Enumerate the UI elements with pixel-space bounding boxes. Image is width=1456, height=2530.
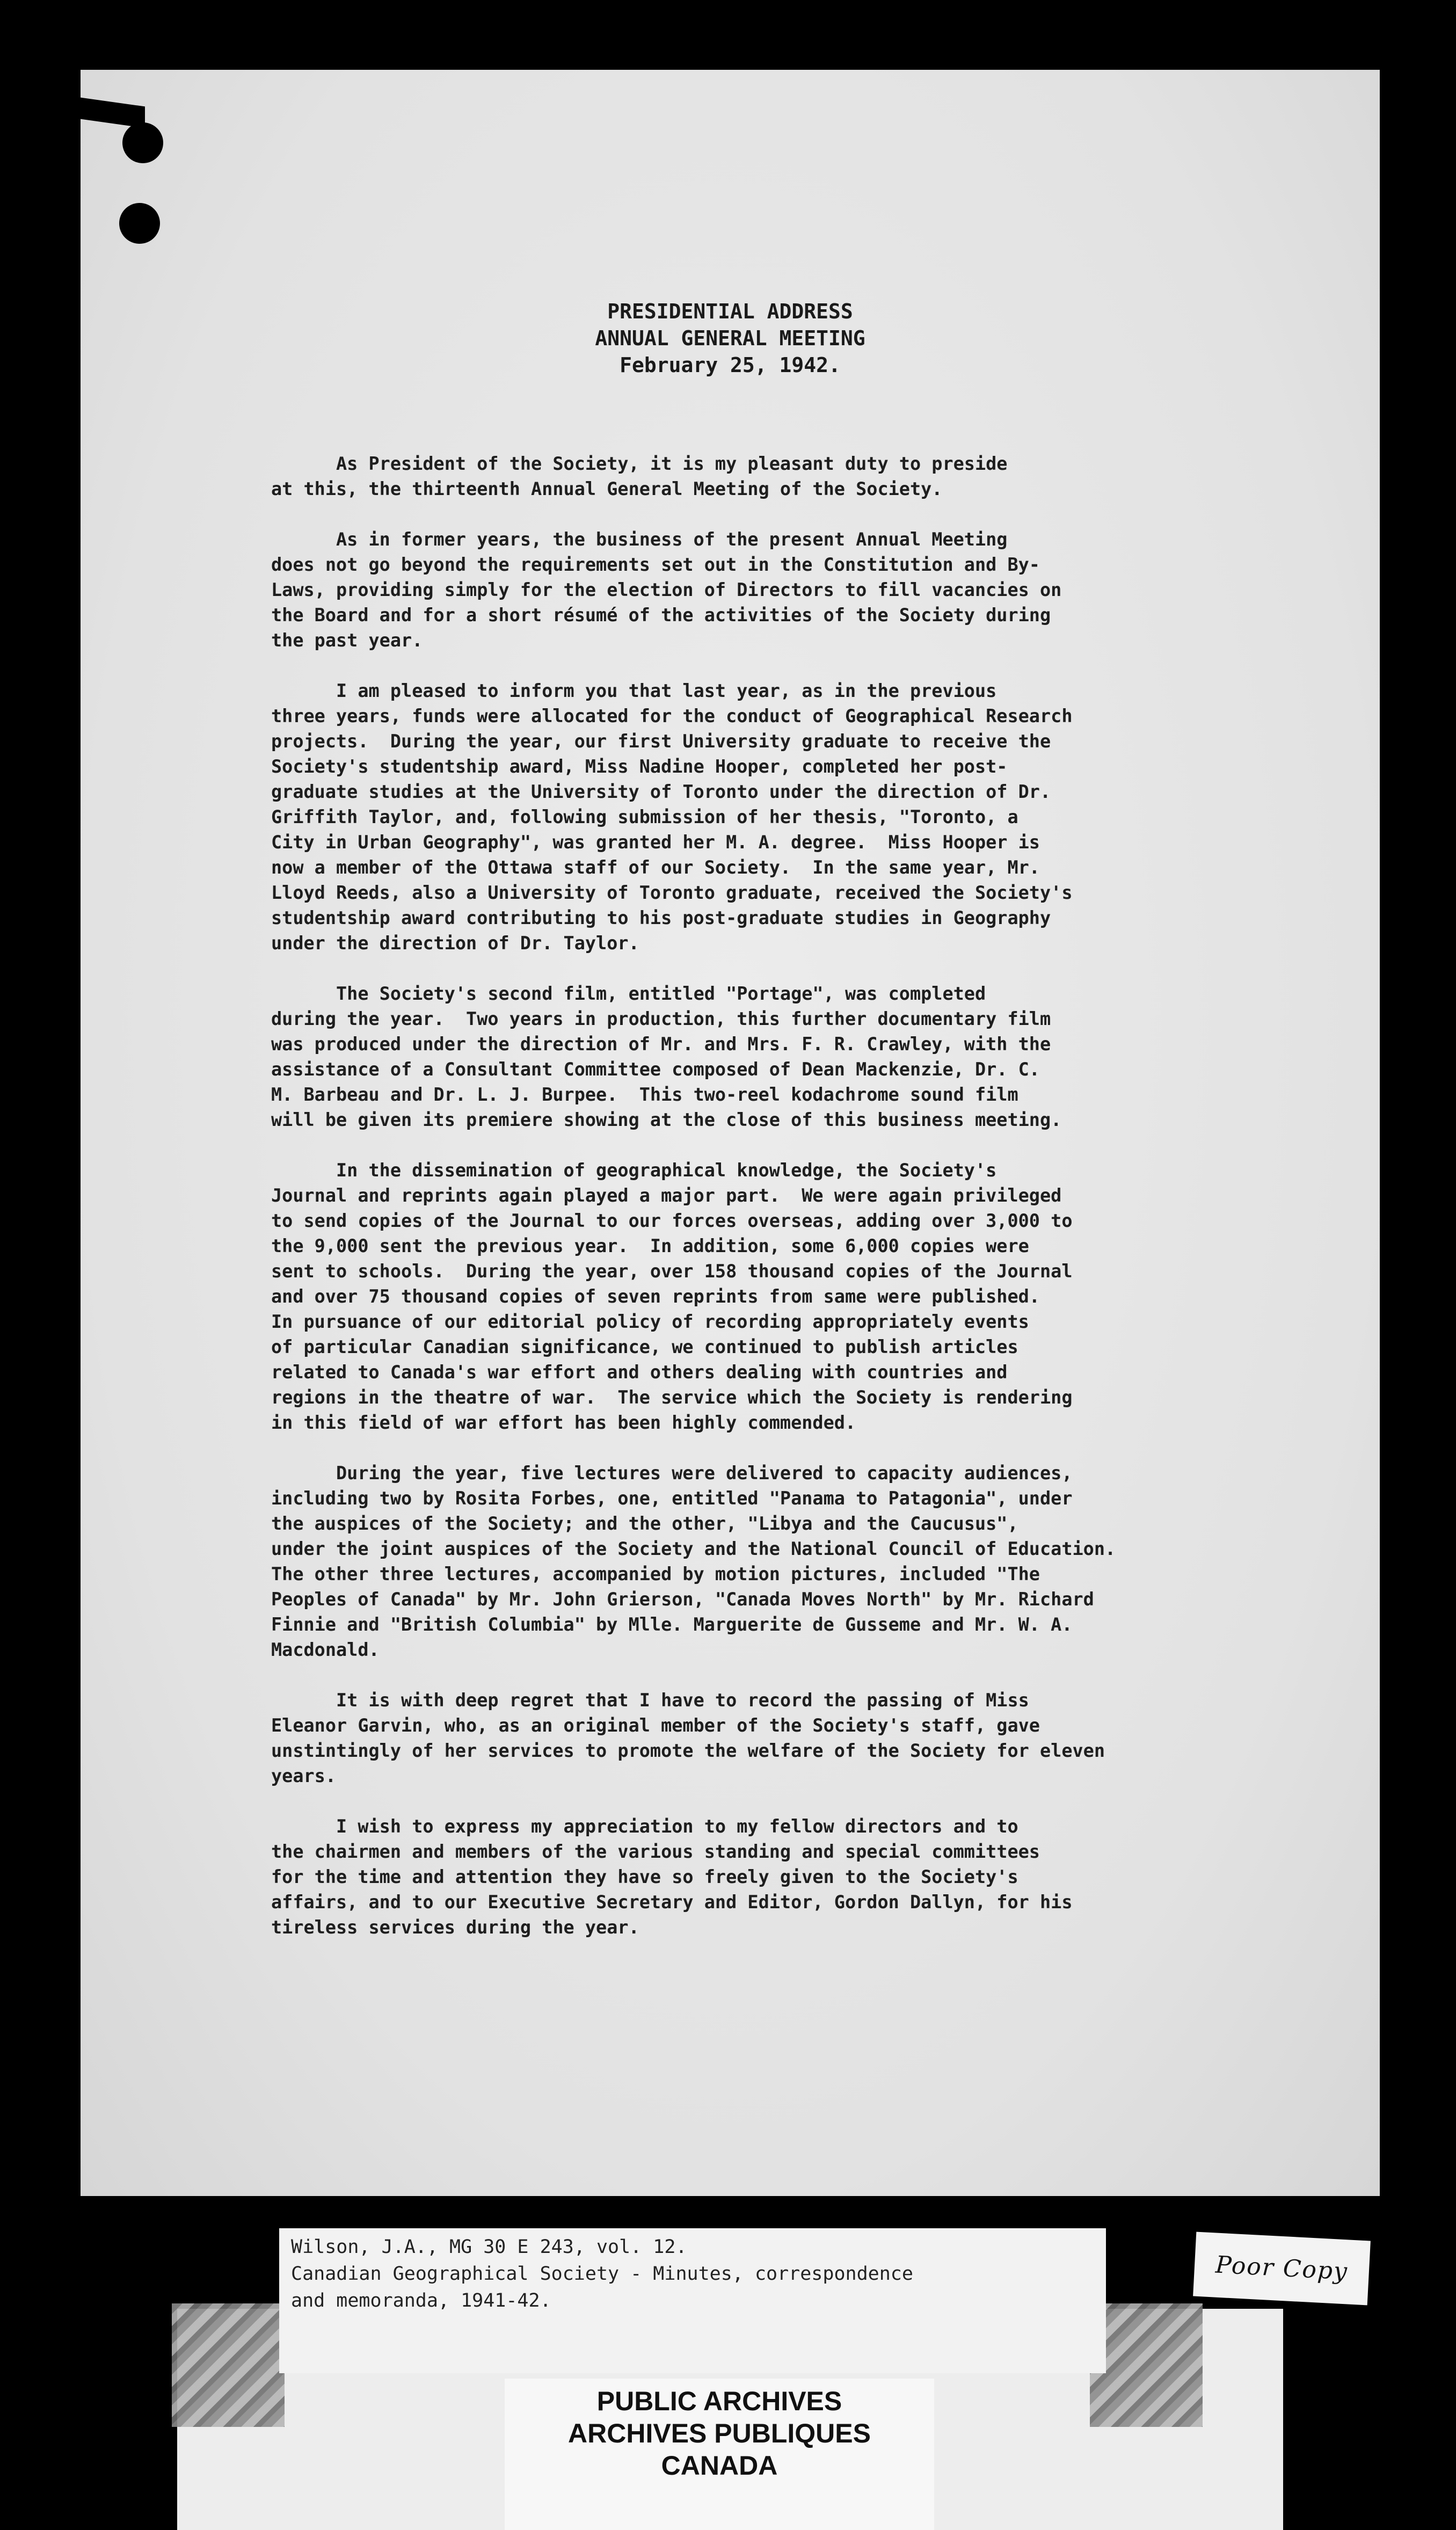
text-line: studentship award contributing to his post-graduate studies in Geography — [271, 907, 1051, 928]
text-line: does not go beyond the requirements set out in the Constitution and By- — [271, 554, 1040, 575]
punch-hole-bottom — [119, 203, 160, 244]
text-line: now a member of the Ottawa staff of our Society. In the same year, Mr. — [271, 857, 1040, 878]
text-line: regions in the theatre of war. The service which the Society is rendering — [271, 1387, 1073, 1408]
text-line: During the year, five lectures were delivered to capacity audiences, — [271, 1463, 1073, 1484]
text-line: to send copies of the Journal to our forces overseas, adding over 3,000 to — [271, 1210, 1073, 1231]
text-line: graduate studies at the University of Toronto under the direction of Dr. — [271, 781, 1051, 802]
text-line: related to Canada's war effort and others dealing with countries and — [271, 1362, 1008, 1383]
text-line: The other three lectures, accompanied by motion pictures, included "The — [271, 1564, 1040, 1584]
paragraph-1 — [271, 451, 1280, 501]
text-line: The Society's second film, entitled "Portage", was completed — [271, 983, 986, 1004]
text-line: sent to schools. During the year, over 158 thousand copies of the Journal — [271, 1261, 1073, 1282]
text-line: I am pleased to inform you that last year, as in the previous — [271, 680, 997, 701]
text-line: including two by Rosita Forbes, one, entitled "Panama to Patagonia", under — [271, 1488, 1073, 1509]
text-line: the past year. — [271, 630, 423, 651]
text-line: the chairmen and members of the various standing and special committees — [271, 1841, 1040, 1862]
text-line: Laws, providing simply for the election of Directors to fill vacancies on — [271, 579, 1062, 600]
text-line: at this, the thirteenth Annual General Meeting of the Society. — [271, 478, 943, 499]
text-line: tireless services during the year. — [271, 1917, 639, 1938]
paragraph-6 — [271, 1460, 1280, 1662]
text-line: It is with deep regret that I have to record the passing of Miss — [271, 1690, 1029, 1711]
text-line: affairs, and to our Executive Secretary and Editor, Gordon Dallyn, for his — [271, 1892, 1073, 1913]
heading-date: February 25, 1942. — [620, 353, 841, 377]
address-body — [271, 451, 1280, 1965]
text-line: As President of the Society, it is my pleasant duty to preside — [271, 453, 1008, 474]
text-line: was produced under the direction of Mr. and Mrs. F. R. Crawley, with the — [271, 1034, 1051, 1055]
paragraph-7 — [271, 1688, 1280, 1789]
document-heading — [81, 298, 1380, 379]
text-line: the 9,000 sent the previous year. In addition, some 6,000 copies were — [271, 1235, 1029, 1256]
text-line: unstintingly of her services to promote the welfare of the Society for eleven — [271, 1740, 1105, 1761]
text-line: will be given its premiere showing at the close of this business meeting. — [271, 1109, 1062, 1130]
stamp-line-french: ARCHIVES PUBLIQUES — [568, 2418, 871, 2448]
text-line: M. Barbeau and Dr. L. J. Burpee. This two-reel kodachrome sound film — [271, 1084, 1018, 1105]
paragraph-8 — [271, 1814, 1280, 1940]
text-line: I wish to express my appreciation to my fellow directors and to — [271, 1816, 1018, 1837]
poor-copy-note: Poor Copy — [1193, 2232, 1371, 2306]
text-line: Lloyd Reeds, also a University of Toronto graduate, received the Society's — [271, 882, 1073, 903]
tape-left — [172, 2303, 285, 2427]
text-line: Eleanor Garvin, who, as an original member of the Society's staff, gave — [271, 1715, 1040, 1736]
text-line: Griffith Taylor, and, following submission of her thesis, "Toronto, a — [271, 806, 1018, 827]
text-line: under the joint auspices of the Society and the National Council of Education. — [271, 1538, 1116, 1559]
text-line: in this field of war effort has been highly commended. — [271, 1412, 856, 1433]
heading-title: PRESIDENTIAL ADDRESS — [607, 300, 853, 323]
text-line: during the year. Two years in production, this further documentary film — [271, 1008, 1051, 1029]
text-line: Journal and reprints again played a major part. We were again privileged — [271, 1185, 1062, 1206]
paragraph-2 — [271, 527, 1280, 653]
text-line: three years, funds were allocated for the conduct of Geographical Research — [271, 706, 1073, 726]
text-line: As in former years, the business of the present Annual Meeting — [271, 529, 1008, 550]
text-line: projects. During the year, our first University graduate to receive the — [271, 731, 1051, 752]
text-line: In the dissemination of geographical knowledge, the Society's — [271, 1160, 997, 1181]
stamp-line-country: CANADA — [661, 2451, 778, 2481]
archive-stamp — [505, 2379, 934, 2530]
paragraph-4 — [271, 981, 1280, 1132]
text-line: under the direction of Dr. Taylor. — [271, 933, 639, 954]
text-line: for the time and attention they have so freely given to the Society's — [271, 1866, 1018, 1887]
paragraph-3 — [271, 678, 1280, 956]
text-line: Finnie and "British Columbia" by Mlle. Marguerite de Gusseme and Mr. W. A. — [271, 1614, 1073, 1635]
tape-right — [1090, 2303, 1203, 2427]
catalog-description: Canadian Geographical Society - Minutes, correspondence — [291, 2263, 913, 2285]
text-line: and over 75 thousand copies of seven reprints from same were published. — [271, 1286, 1040, 1307]
text-line: of particular Canadian significance, we continued to publish articles — [271, 1336, 1018, 1357]
text-line: the Board and for a short résumé of the activities of the Society during — [271, 605, 1051, 626]
punch-hole-top — [122, 122, 163, 163]
catalog-reference: Wilson, J.A., MG 30 E 243, vol. 12. — [291, 2236, 687, 2258]
text-line: Society's studentship award, Miss Nadine Hooper, completed her post- — [271, 756, 1008, 777]
heading-meeting: ANNUAL GENERAL MEETING — [595, 326, 865, 350]
catalog-label — [279, 2228, 1106, 2373]
text-line: City in Urban Geography", was granted her M. A. degree. Miss Hooper is — [271, 832, 1040, 853]
text-line: Macdonald. — [271, 1639, 380, 1660]
paragraph-5 — [271, 1158, 1280, 1435]
stamp-line-english: PUBLIC ARCHIVES — [596, 2386, 842, 2416]
text-line: the auspices of the Society; and the other, "Libya and the Caucusus", — [271, 1513, 1018, 1534]
text-line: Peoples of Canada" by Mr. John Grierson, "Canada Moves North" by Mr. Richard — [271, 1589, 1094, 1610]
catalog-description-cont: and memoranda, 1941-42. — [291, 2290, 551, 2311]
text-line: assistance of a Consultant Committee composed of Dean Mackenzie, Dr. C. — [271, 1059, 1040, 1080]
text-line: In pursuance of our editorial policy of recording appropriately events — [271, 1311, 1029, 1332]
text-line: years. — [271, 1765, 337, 1786]
